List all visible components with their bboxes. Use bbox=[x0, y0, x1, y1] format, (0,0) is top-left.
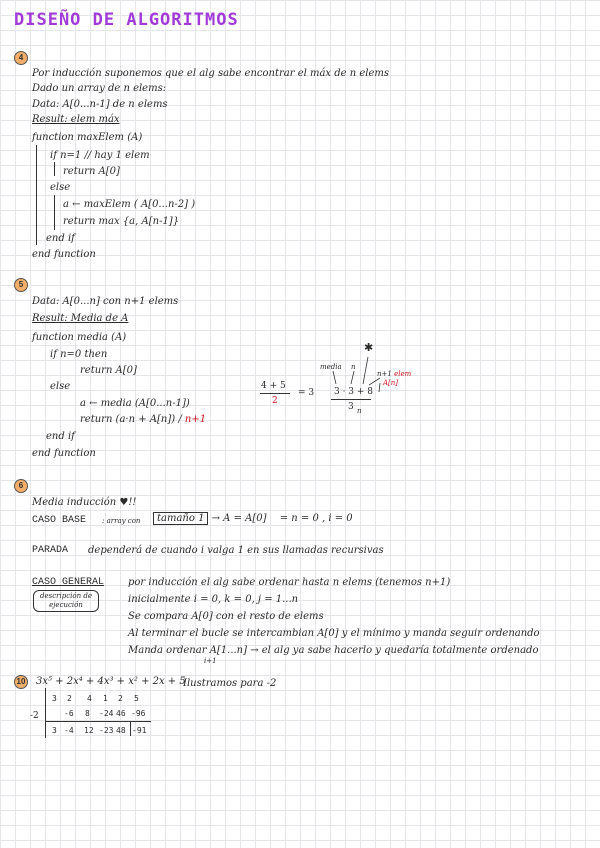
s5-data: Data: A[0...n] con n+1 elems bbox=[32, 296, 179, 307]
s4-line-given: Dado un array de n elems: bbox=[32, 83, 167, 94]
side-expression: 3 · 3 + 8 bbox=[334, 387, 374, 397]
s6-caso-base-eq: = n = 0 , i = 0 bbox=[279, 513, 353, 524]
s5-end-function: end function bbox=[32, 448, 96, 459]
s6-caso-general-label: CASO GENERAL bbox=[32, 577, 105, 588]
s6-parada-text: dependerá de cuando i valga 1 en sus llamadas recursivas bbox=[88, 545, 384, 556]
s5-function: function media (A) bbox=[32, 332, 127, 343]
section-number-badge: 6 bbox=[14, 479, 28, 493]
ruffini-cell: 46 bbox=[116, 709, 126, 718]
ruffini-cell: 48 bbox=[116, 726, 126, 735]
s6-cg-line-1: por inducción el alg sabe ordenar hasta n elems (tenemos n+1) bbox=[128, 577, 451, 588]
side-fraction-numerator: 4 + 5 bbox=[261, 381, 286, 391]
s6-parada-label: PARADA bbox=[32, 545, 69, 556]
ruffini-cell: -4 bbox=[64, 726, 74, 735]
s6-caso-base-row bbox=[153, 513, 353, 525]
side-label-n: n bbox=[351, 363, 356, 371]
s6-cg-line-2: inicialmente i = 0, k = 0, j = 1...n bbox=[128, 594, 299, 605]
s10-polynomial: 3x⁵ + 2x⁴ + 4x³ + x² + 2x + 5 bbox=[36, 676, 186, 687]
s6-cg-line-3: Se compara A[0] con el resto de elems bbox=[128, 611, 324, 622]
ruffini-cell: 4 bbox=[87, 694, 92, 703]
s6-caso-base-box: tamaño 1 bbox=[153, 512, 208, 525]
s4-assign: a ← maxElem ( A[0...n-2] ) bbox=[63, 199, 196, 210]
ruffini-remainder: -91 bbox=[132, 726, 147, 735]
s4-return-2: return max {a, A[n-1]} bbox=[63, 216, 180, 227]
s5-result: Result: Media de A bbox=[32, 313, 129, 324]
s4-result: Result: elem máx bbox=[32, 114, 120, 125]
ruffini-cell: 1 bbox=[103, 694, 108, 703]
ruffini-cell: 2 bbox=[118, 694, 123, 703]
ruffini-cell: -24 bbox=[99, 709, 114, 718]
s4-else: else bbox=[50, 182, 71, 193]
s6-cg-line-5: Manda ordenar A[1...n] → el alg ya sabe hacerlo y quedaría totalmente ordenado bbox=[128, 645, 539, 656]
star-icon: ✱ bbox=[364, 341, 374, 354]
side-label-np1-text: n+1 bbox=[377, 370, 392, 378]
s10-ilustramos: Ilustramos para -2 bbox=[183, 678, 277, 689]
s5-if: if n=0 then bbox=[50, 349, 108, 360]
section-number-badge: 5 bbox=[14, 278, 28, 292]
s6-cg-line-4: Al terminar el bucle se intercambian A[0] y el mínimo y manda seguir ordenando bbox=[128, 628, 540, 639]
ruffini-cell: -6 bbox=[64, 709, 74, 718]
ruffini-root: -2 bbox=[30, 711, 39, 721]
ruffini-cell: -23 bbox=[99, 726, 114, 735]
s5-return-2-divisor: n+1 bbox=[184, 414, 207, 425]
s6-caso-base-text: : array con bbox=[102, 517, 141, 525]
s5-return-2-text: return (a·n + A[n]) / bbox=[80, 414, 182, 425]
s4-line-induction: Por inducción suponemos que el alg sabe encontrar el máx de n elems bbox=[32, 68, 390, 79]
s4-end-if: end if bbox=[46, 233, 75, 244]
s5-end-if: end if bbox=[46, 431, 75, 442]
s6-caso-general-note: descripción de ejecución bbox=[33, 590, 99, 612]
ruffini-cell: 8 bbox=[85, 709, 90, 718]
s6-caso-base-rest: → A = A[0] bbox=[211, 513, 267, 524]
s4-return-1: return A[0] bbox=[63, 166, 120, 177]
ruffini-horizontal-line bbox=[45, 721, 151, 722]
ruffini-cell: 3 bbox=[52, 726, 57, 735]
ruffini-vertical-line bbox=[45, 688, 46, 738]
s6-title: Media inducción ♥!! bbox=[32, 497, 137, 508]
s5-return-1: return A[0] bbox=[80, 365, 137, 376]
s4-end-function: end function bbox=[32, 249, 96, 260]
s4-if: if n=1 // hay 1 elem bbox=[50, 150, 150, 161]
page-title: DISEÑO DE ALGORITMOS bbox=[14, 10, 239, 30]
ruffini-cell: 3 bbox=[52, 694, 57, 703]
s6-caso-base-label: CASO BASE bbox=[32, 515, 87, 526]
side-fraction-denominator: 2 bbox=[272, 396, 278, 406]
section-number-badge: 4 bbox=[14, 51, 28, 65]
side-denominator: 3 bbox=[348, 402, 354, 412]
s4-data: Data: A[0...n-1] de n elems bbox=[32, 99, 168, 110]
side-label-elem: elem bbox=[394, 370, 412, 378]
ruffini-cell: 12 bbox=[84, 726, 94, 735]
s6-cg-line-5-sub: i+1 bbox=[204, 657, 217, 665]
ruffini-cell: 5 bbox=[134, 694, 139, 703]
ruffini-remainder-line bbox=[130, 722, 131, 736]
section-number-badge: 10 bbox=[14, 675, 28, 689]
s5-assign: a ← media (A[0...n-1]) bbox=[80, 398, 190, 409]
side-denominator-sub: n bbox=[357, 407, 362, 415]
s4-function: function maxElem (A) bbox=[32, 132, 143, 143]
side-label-media: media bbox=[320, 363, 342, 371]
ruffini-cell: 2 bbox=[67, 694, 72, 703]
s5-else: else bbox=[50, 381, 71, 392]
side-label-an: A[n] bbox=[383, 379, 399, 387]
ruffini-cell: -96 bbox=[131, 709, 146, 718]
side-equals: = 3 bbox=[298, 388, 315, 398]
